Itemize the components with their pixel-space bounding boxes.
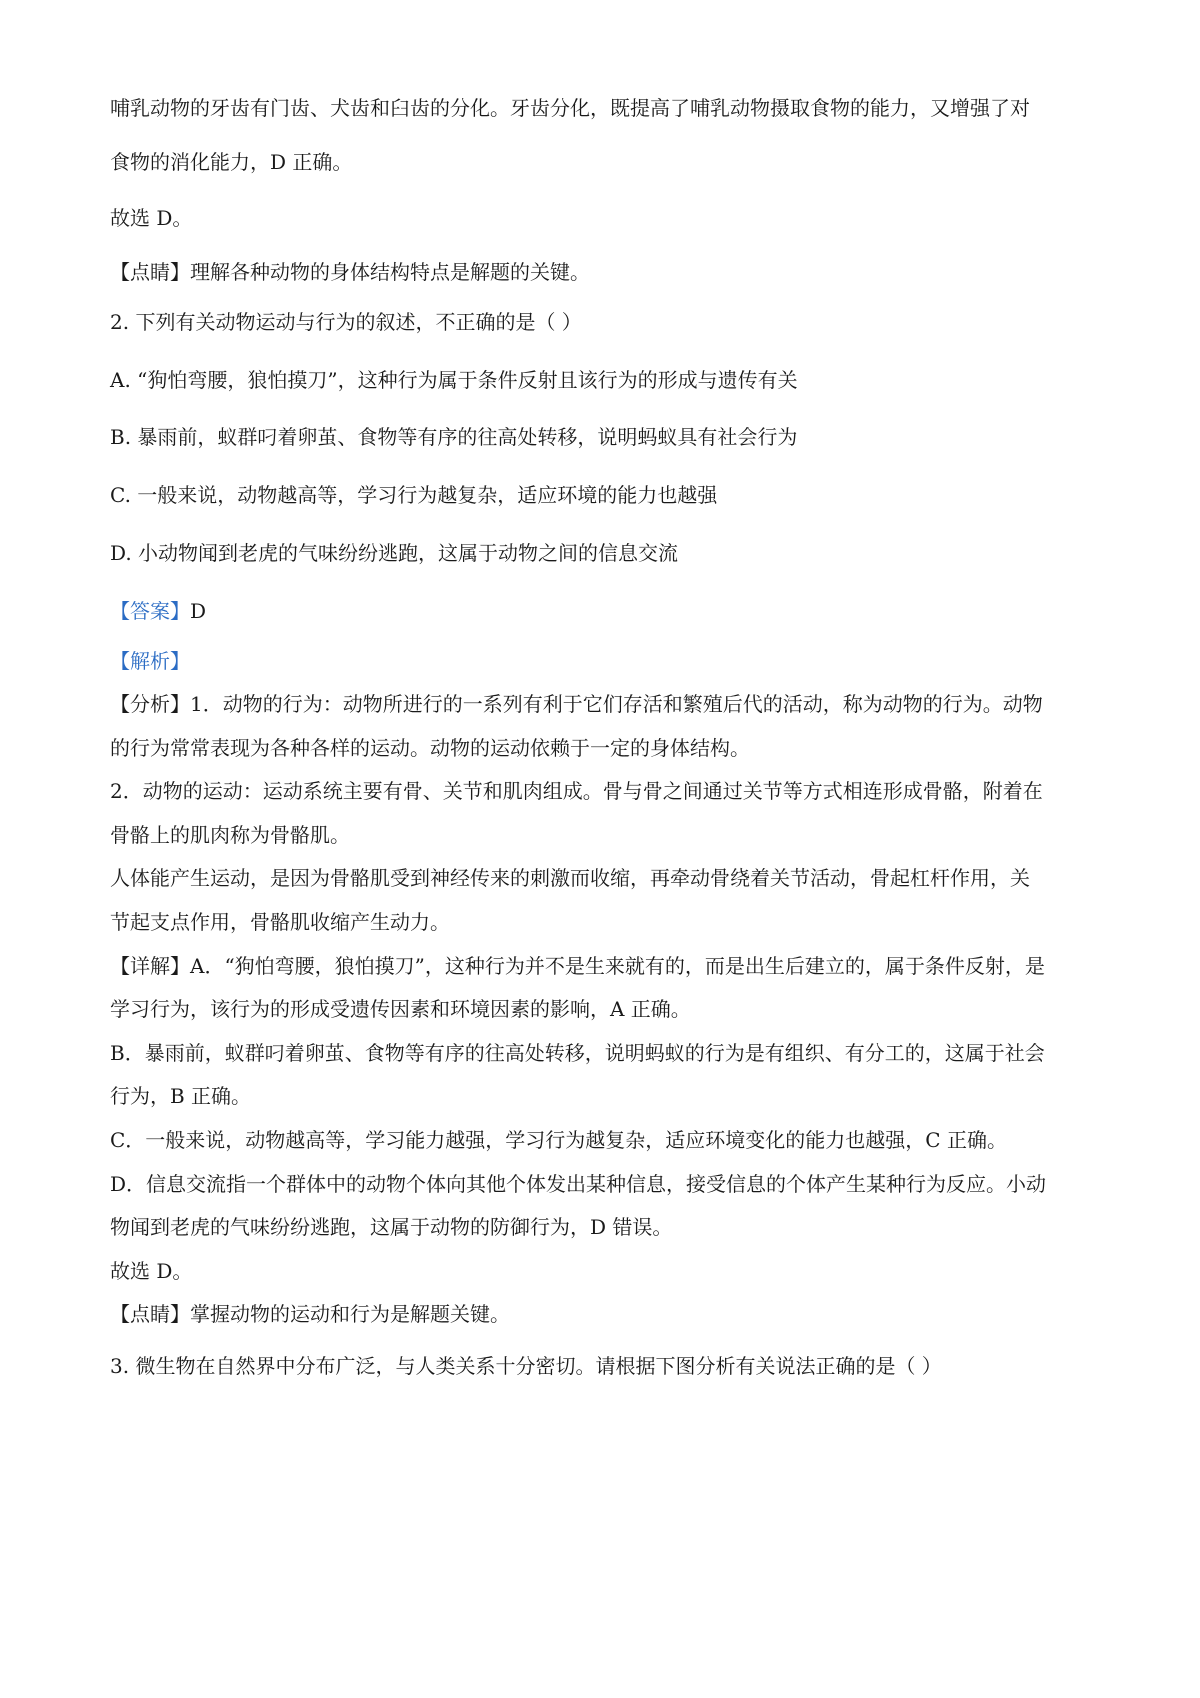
option-a: A. “狗怕弯腰，狼怕摸刀”，这种行为属于条件反射且该行为的形成与遗传有关 <box>110 368 798 392</box>
fenxi-line-5: 人体能产生运动，是因为骨骼肌受到神经传来的刺激而收缩，再牵动骨绕着关节活动，骨起杠杆作用，关 <box>110 866 1030 890</box>
detail-text-1: A．“狗怕弯腰，狼怕摸刀”，这种行为并不是生来就有的，而是出生后建立的，属于条件反射，是 <box>190 954 1045 978</box>
option-b: B. 暴雨前，蚁群叼着卵茧、食物等有序的往高处转移，说明蚂蚁具有社会行为 <box>110 425 798 449</box>
q2-tip-line <box>110 1300 510 1328</box>
answer-tag: 【答案】 <box>110 599 190 623</box>
fenxi-line-1 <box>110 690 1043 718</box>
fenxi-line-2: 的行为常常表现为各种各样的运动。动物的运动依赖于一定的身体结构。 <box>110 736 750 760</box>
fenxi-line-6: 节起支点作用，骨骼肌收缩产生动力。 <box>110 910 450 934</box>
option-c: C. 一般来说，动物越高等，学习行为越复杂，适应环境的能力也越强 <box>110 483 718 507</box>
detail-line-3: B．暴雨前，蚁群叼着卵茧、食物等有序的往高处转移，说明蚂蚁的行为是有组织、有分工的，这属于社会 <box>110 1041 1045 1065</box>
tip-tag: 【点睛】 <box>110 260 190 284</box>
answer-line <box>110 597 206 625</box>
tip-text: 理解各种动物的身体结构特点是解题的关键。 <box>190 260 590 284</box>
detail-line-5: C．一般来说，动物越高等，学习能力越强，学习行为越复杂，适应环境变化的能力也越强，C 正确。 <box>110 1128 1007 1152</box>
prev-explain-line-2: 食物的消化能力，D 正确。 <box>110 150 353 174</box>
fenxi-line-3: 2．动物的运动：运动系统主要有骨、关节和肌肉组成。骨与骨之间通过关节等方式相连形成骨骼，附着在 <box>110 779 1043 803</box>
question-2-stem: 2. 下列有关动物运动与行为的叙述，不正确的是（ ） <box>110 310 582 334</box>
detail-line-2: 学习行为，该行为的形成受遗传因素和环境因素的影响，A 正确。 <box>110 997 691 1021</box>
q2-tip-text: 掌握动物的运动和行为是解题关键。 <box>190 1302 510 1326</box>
q2-tip-tag: 【点睛】 <box>110 1302 190 1326</box>
prev-explain-line-1: 哺乳动物的牙齿有门齿、犬齿和臼齿的分化。牙齿分化，既提高了哺乳动物摄取食物的能力，又增强了对 <box>110 96 1030 120</box>
detail-line-4: 行为，B 正确。 <box>110 1084 252 1108</box>
question-3-stem: 3. 微生物在自然界中分布广泛，与人类关系十分密切。请根据下图分析有关说法正确的是（ ） <box>110 1354 942 1378</box>
detail-line-7: 物闻到老虎的气味纷纷逃跑，这属于动物的防御行为，D 错误。 <box>110 1215 673 1239</box>
detail-line-6: D．信息交流指一个群体中的动物个体向其他个体发出某种信息，接受信息的个体产生某种行为反应。小动 <box>110 1172 1047 1196</box>
option-d: D. 小动物闻到老虎的气味纷纷逃跑，这属于动物之间的信息交流 <box>110 541 679 565</box>
prev-tip-line <box>110 258 590 286</box>
answer-value: D <box>190 599 207 623</box>
prev-choose-line: 故选 D。 <box>110 206 193 230</box>
fenxi-text-1: 1．动物的行为：动物所进行的一系列有利于它们存活和繁殖后代的活动，称为动物的行为。动物 <box>190 692 1043 716</box>
analysis-tag: 【解析】 <box>110 649 190 673</box>
fenxi-tag: 【分析】 <box>110 692 190 716</box>
q2-choose-line: 故选 D。 <box>110 1259 193 1283</box>
detail-tag: 【详解】 <box>110 954 190 978</box>
detail-line-1 <box>110 952 1045 980</box>
fenxi-line-4: 骨骼上的肌肉称为骨骼肌。 <box>110 823 350 847</box>
